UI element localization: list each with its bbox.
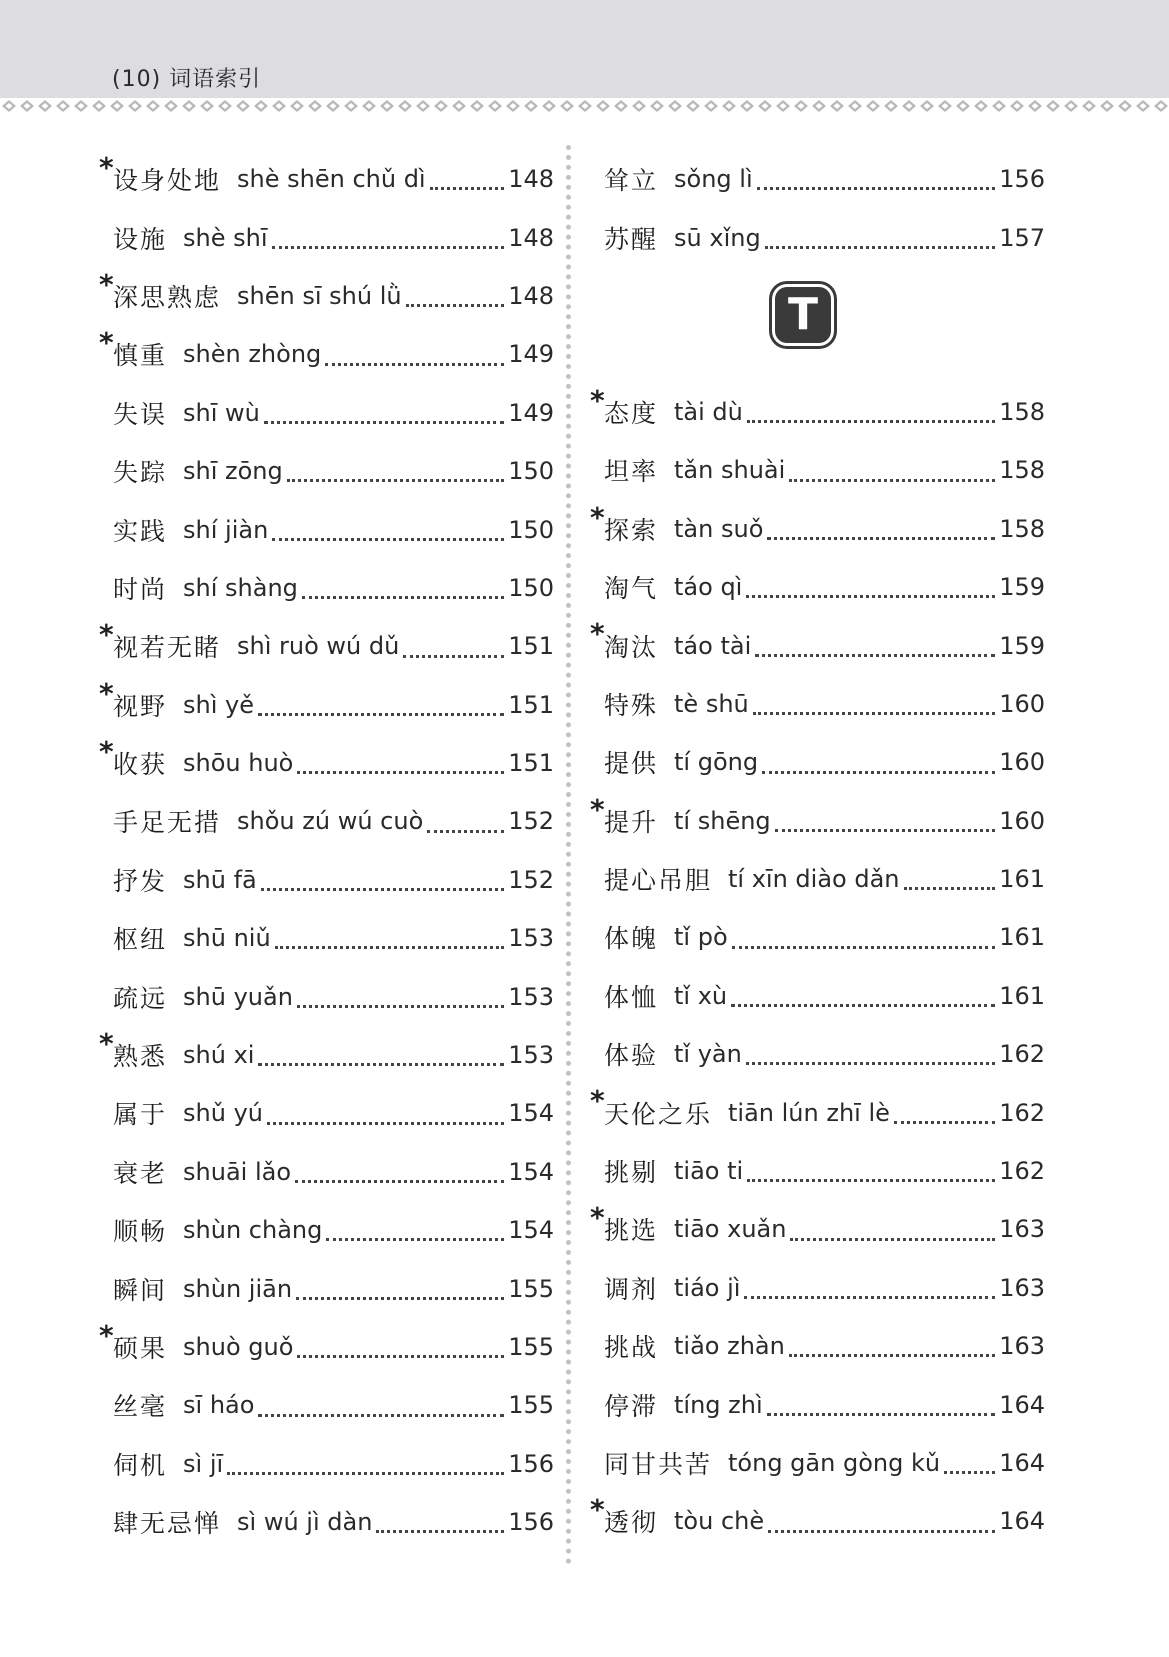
index-entry [99, 967, 554, 1025]
index-entry [99, 1084, 554, 1142]
entry-word: 挑战 [604, 1333, 659, 1363]
dot-leader [944, 1471, 995, 1474]
entry-page-number: 151 [508, 632, 554, 661]
entry-word: 耸立 [604, 166, 659, 196]
dot-leader [789, 1354, 995, 1357]
dot-leader [904, 887, 996, 890]
index-entry [99, 1026, 554, 1084]
key-word-star-marker: * [590, 500, 605, 534]
entry-page-number: 158 [999, 514, 1045, 543]
entry-pinyin: tài dù [674, 397, 743, 426]
entry-page-number: 158 [999, 397, 1045, 426]
entry-page-number: 151 [508, 690, 554, 719]
key-word-star-marker: * [99, 326, 114, 360]
dot-leader [747, 420, 995, 423]
entry-word: 肆无忌惮 [113, 1509, 222, 1539]
entry-word: 挑选 [604, 1216, 659, 1246]
entry-pinyin: shǔ yú [183, 1099, 263, 1128]
dot-leader [732, 946, 996, 949]
entry-pinyin: shùn jiān [183, 1274, 293, 1303]
entry-word: 坦率 [604, 457, 659, 487]
entry-pinyin: tiāo ti [674, 1157, 744, 1186]
entry-word: 同甘共苦 [604, 1450, 713, 1479]
entry-pinyin: tóng gān gòng kǔ [728, 1449, 941, 1477]
entry-word: 体恤 [604, 982, 659, 1012]
entry-pinyin: sì wú jì dàn [237, 1508, 373, 1537]
dot-leader [430, 187, 505, 190]
entry-page-number: 152 [508, 865, 554, 894]
dot-leader [765, 246, 996, 249]
entry-word: 体验 [604, 1041, 659, 1071]
entry-pinyin: tíng zhì [674, 1390, 763, 1419]
entry-pinyin: táo qì [674, 573, 743, 602]
entry-page-number: 164 [999, 1449, 1045, 1477]
dot-leader [762, 771, 995, 774]
entry-page-number: 155 [508, 1333, 554, 1361]
entry-page-number: 164 [999, 1390, 1045, 1419]
entry-pinyin: táo tài [674, 631, 752, 660]
entry-pinyin: shǒu zú wú cuò [237, 807, 424, 836]
dot-leader [297, 1355, 504, 1358]
entry-word: 疏远 [113, 983, 168, 1013]
dot-leader [894, 1121, 995, 1124]
dot-leader [258, 713, 504, 716]
dot-leader [272, 246, 505, 249]
entry-page-number: 149 [508, 398, 554, 427]
index-entry [590, 441, 1045, 499]
entry-page-number: 154 [508, 1157, 554, 1186]
key-word-star-marker: * [99, 734, 114, 768]
entry-page-number: 164 [999, 1507, 1045, 1536]
entry-pinyin: shī wù [183, 398, 260, 427]
entry-pinyin: tiǎo zhàn [674, 1332, 785, 1361]
entry-word: 淘汰 [604, 632, 659, 662]
key-word-star-marker: * [590, 1201, 605, 1235]
entry-page-number: 157 [999, 223, 1045, 252]
key-word-star-marker: * [99, 618, 114, 652]
entry-word: 提升 [604, 807, 659, 837]
key-word-star-marker: * [590, 617, 605, 651]
dot-leader [272, 538, 504, 541]
entry-word: 提心吊胆 [604, 866, 713, 896]
index-entry [590, 1259, 1045, 1317]
entry-word: 收获 [113, 750, 168, 780]
dot-leader [326, 1238, 504, 1241]
dot-leader [767, 1413, 996, 1416]
entry-pinyin: shèn zhòng [183, 340, 322, 369]
entry-word: 伺机 [113, 1450, 168, 1480]
index-entry [590, 1200, 1045, 1258]
index-entry [590, 792, 1045, 850]
index-entry [99, 500, 554, 558]
entry-page-number: 149 [508, 340, 554, 369]
section-header-t [590, 267, 1045, 383]
left-column [99, 150, 554, 1551]
dot-leader [275, 946, 505, 949]
index-entry [99, 1143, 554, 1201]
entry-word: 淘气 [604, 574, 659, 604]
entry-pinyin: shì ruò wú dǔ [237, 632, 400, 661]
page-title: (10) 词语索引 [112, 67, 262, 92]
entry-pinyin: shōu huò [183, 749, 294, 778]
entry-page-number: 159 [999, 573, 1045, 602]
index-entry [99, 384, 554, 442]
entry-page-number: 153 [508, 982, 554, 1011]
index-entry [99, 1493, 554, 1551]
entry-pinyin: shū yuǎn [183, 982, 293, 1011]
dot-leader [297, 1005, 504, 1008]
entry-pinyin: shú xi [183, 1041, 255, 1070]
dot-leader [747, 1179, 995, 1182]
index-entry [590, 733, 1045, 791]
entry-word: 苏醒 [604, 224, 659, 254]
column-divider [566, 145, 571, 1565]
index-entry [590, 616, 1045, 674]
entry-word: 失误 [113, 399, 168, 429]
index-entry [99, 559, 554, 617]
dot-leader [746, 1062, 995, 1065]
index-entry [590, 1375, 1045, 1433]
entry-page-number: 163 [999, 1332, 1045, 1361]
key-word-star-marker: * [99, 1318, 114, 1352]
entry-page-number: 161 [999, 981, 1045, 1010]
entry-pinyin: sǒng lì [674, 165, 753, 194]
entry-page-number: 153 [508, 924, 554, 953]
entry-page-number: 153 [508, 1041, 554, 1070]
index-entry [590, 1434, 1045, 1492]
entry-pinyin: tiān lún zhī lè [728, 1098, 890, 1127]
index-entry [590, 150, 1045, 208]
index-entry [590, 1142, 1045, 1200]
entry-pinyin: shuò guǒ [183, 1333, 294, 1361]
index-entry [99, 1318, 554, 1376]
dot-leader [775, 829, 996, 832]
dot-leader [753, 712, 995, 715]
dot-leader [227, 1472, 504, 1475]
entry-pinyin: sū xǐng [674, 223, 761, 252]
dot-leader [746, 595, 995, 598]
key-word-star-marker: * [99, 1026, 114, 1060]
entry-page-number: 158 [999, 456, 1045, 485]
index-entry [99, 792, 554, 850]
dot-leader [296, 1297, 504, 1300]
entry-pinyin: tǐ pò [674, 923, 728, 952]
dot-leader [261, 888, 504, 891]
key-word-star-marker: * [590, 1084, 605, 1118]
entry-word: 视野 [113, 691, 168, 721]
index-entry [99, 734, 554, 792]
entry-word: 视若无睹 [113, 633, 222, 663]
entry-word: 属于 [113, 1100, 168, 1130]
entry-pinyin: sì jī [183, 1449, 224, 1478]
entry-pinyin: shè shēn chǔ dì [237, 165, 426, 194]
entry-word: 熟悉 [113, 1042, 168, 1072]
dot-leader [789, 479, 995, 482]
entry-page-number: 162 [999, 1098, 1045, 1127]
dot-leader [755, 654, 995, 657]
index-entry [590, 850, 1045, 908]
key-word-star-marker: * [590, 792, 605, 826]
index-entry [99, 1435, 554, 1493]
entry-pinyin: tǐ xù [674, 981, 728, 1010]
entry-pinyin: tiāo xuǎn [674, 1215, 787, 1244]
entry-page-number: 154 [508, 1099, 554, 1128]
entry-page-number: 156 [508, 1508, 554, 1537]
entry-pinyin: shí shàng [183, 573, 298, 602]
index-entry [99, 267, 554, 325]
index-entry [99, 325, 554, 383]
entry-pinyin: shùn chàng [183, 1216, 323, 1245]
entry-page-number: 148 [508, 165, 554, 194]
entry-word: 停滞 [604, 1391, 659, 1421]
entry-pinyin: shū fā [183, 865, 257, 894]
entry-word: 提供 [604, 749, 659, 779]
entry-page-number: 163 [999, 1215, 1045, 1244]
entry-page-number: 150 [508, 515, 554, 544]
index-entry [99, 676, 554, 734]
entry-pinyin: tòu chè [674, 1507, 765, 1536]
entry-word: 挑剔 [604, 1158, 659, 1188]
dot-leader [427, 830, 504, 833]
entry-page-number: 161 [999, 923, 1045, 952]
entry-page-number: 160 [999, 748, 1045, 777]
entry-pinyin: shī zōng [183, 457, 283, 486]
entry-page-number: 155 [508, 1274, 554, 1303]
entry-page-number: 151 [508, 749, 554, 778]
entry-page-number: 154 [508, 1216, 554, 1245]
entry-pinyin: shū niǔ [183, 924, 271, 953]
entry-page-number: 163 [999, 1273, 1045, 1302]
entry-pinyin: shè shī [183, 223, 268, 252]
entry-pinyin: shí jiàn [183, 515, 269, 544]
dot-leader [295, 1180, 504, 1183]
dot-leader [406, 304, 505, 307]
dot-leader [297, 771, 504, 774]
right-column [590, 150, 1045, 1551]
dot-leader [768, 1530, 995, 1533]
index-entry [590, 1083, 1045, 1141]
index-entry [99, 442, 554, 500]
entry-page-number: 150 [508, 457, 554, 486]
entry-word: 失踪 [113, 458, 168, 488]
key-word-star-marker: * [590, 383, 605, 417]
dot-leader [767, 537, 995, 540]
dot-leader [376, 1530, 504, 1533]
entry-page-number: 152 [508, 807, 554, 836]
entry-pinyin: shì yě [183, 690, 254, 719]
entry-word: 实践 [113, 516, 168, 546]
entry-page-number: 162 [999, 1040, 1045, 1069]
dot-leader [258, 1063, 504, 1066]
dot-leader [302, 596, 504, 599]
entry-word: 手足无措 [113, 808, 222, 838]
section-letter-badge: T [775, 287, 831, 343]
index-entry [590, 208, 1045, 266]
dot-leader [267, 1122, 504, 1125]
index-entry [590, 1492, 1045, 1550]
entry-pinyin: tí shēng [674, 806, 771, 835]
dot-leader [757, 187, 996, 190]
entry-word: 探索 [604, 515, 659, 545]
entry-word: 慎重 [113, 341, 168, 371]
key-word-star-marker: * [99, 676, 114, 710]
index-entry [99, 1259, 554, 1317]
entry-page-number: 160 [999, 689, 1045, 718]
entry-pinyin: shēn sī shú lǜ [237, 281, 402, 310]
entry-pinyin: tǐ yàn [674, 1040, 742, 1069]
entry-word: 设身处地 [113, 166, 222, 196]
entry-word: 枢纽 [113, 925, 168, 955]
index-entry [99, 851, 554, 909]
index-entry [590, 908, 1045, 966]
entry-word: 天伦之乐 [604, 1099, 713, 1129]
entry-page-number: 160 [999, 806, 1045, 835]
entry-pinyin: tí xīn diào dǎn [728, 865, 900, 894]
entry-pinyin: shuāi lǎo [183, 1157, 292, 1186]
entry-page-number: 148 [508, 281, 554, 310]
entry-word: 深思熟虑 [113, 282, 222, 312]
entry-word: 特殊 [604, 690, 659, 720]
key-word-star-marker: * [590, 1493, 605, 1527]
dot-leader [744, 1296, 995, 1299]
key-word-star-marker: * [99, 267, 114, 301]
dot-leader [325, 363, 504, 366]
entry-page-number: 155 [508, 1391, 554, 1420]
index-entry [590, 383, 1045, 441]
index-entry [590, 675, 1045, 733]
entry-pinyin: tiáo jì [674, 1273, 741, 1302]
entry-page-number: 148 [508, 223, 554, 252]
index-entry [590, 500, 1045, 558]
decorative-border-strip [0, 99, 1169, 113]
entry-word: 调剂 [604, 1274, 659, 1304]
entry-page-number: 159 [999, 631, 1045, 660]
index-entry [99, 150, 554, 208]
index-entry [99, 1201, 554, 1259]
entry-word: 丝毫 [113, 1392, 168, 1422]
index-entry [590, 1025, 1045, 1083]
entry-word: 顺畅 [113, 1217, 168, 1247]
entry-pinyin: tǎn shuài [674, 456, 786, 485]
entry-word: 衰老 [113, 1158, 168, 1188]
dot-leader [731, 1004, 995, 1007]
entry-word: 态度 [604, 398, 659, 428]
index-entry [99, 617, 554, 675]
index-entry [99, 1376, 554, 1434]
dot-leader [258, 1414, 504, 1417]
dot-leader [264, 421, 504, 424]
entry-page-number: 161 [999, 865, 1045, 894]
dot-leader [403, 655, 504, 658]
entry-page-number: 162 [999, 1157, 1045, 1186]
entry-page-number: 150 [508, 573, 554, 602]
entry-word: 瞬间 [113, 1275, 168, 1305]
entry-pinyin: tí gōng [674, 748, 759, 777]
entry-word: 硕果 [113, 1334, 168, 1363]
entry-pinyin: tàn suǒ [674, 514, 764, 543]
index-entry [99, 208, 554, 266]
index-entry [590, 558, 1045, 616]
entry-word: 透彻 [604, 1508, 659, 1538]
entry-pinyin: sī háo [183, 1391, 255, 1420]
key-word-star-marker: * [99, 151, 114, 184]
entry-pinyin: tè shū [674, 689, 749, 718]
entry-word: 体魄 [604, 924, 659, 954]
dot-leader [287, 479, 504, 482]
entry-word: 抒发 [113, 866, 168, 896]
index-entry [590, 1317, 1045, 1375]
entry-page-number: 156 [999, 165, 1045, 194]
dot-leader [790, 1238, 995, 1241]
index-entry [99, 909, 554, 967]
entry-word: 设施 [113, 224, 168, 254]
entry-page-number: 156 [508, 1449, 554, 1478]
index-entry [590, 967, 1045, 1025]
entry-word: 时尚 [113, 574, 168, 604]
